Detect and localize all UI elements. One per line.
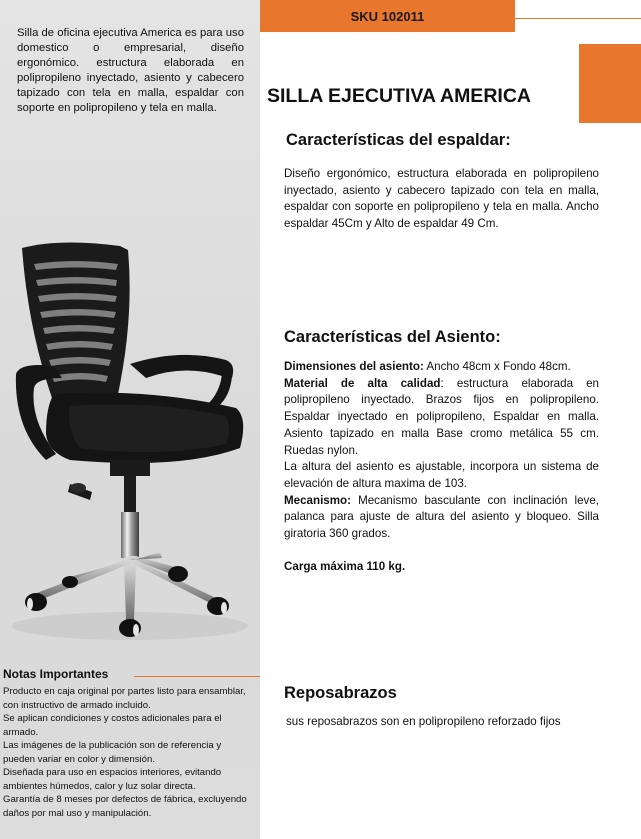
seat-dimensions-label: Dimensiones del asiento: bbox=[284, 360, 424, 373]
left-sidebar bbox=[0, 0, 260, 839]
notes-title: Notas Importantes bbox=[3, 667, 109, 681]
note-item: Garantía de 8 meses por defectos de fábrica, excluyendo daños por mal uso y manipulación. bbox=[3, 794, 247, 819]
product-title: SILLA EJECUTIVA AMERICA bbox=[267, 85, 531, 107]
note-item: Se aplican condiciones y costos adicionales para el armado. bbox=[3, 713, 222, 738]
seat-heading: Características del Asiento: bbox=[284, 328, 501, 346]
notes-divider bbox=[134, 676, 260, 677]
seat-material bbox=[284, 376, 599, 460]
seat-dimensions bbox=[284, 359, 599, 376]
seat-mechanism bbox=[284, 493, 599, 543]
note-item: Las imágenes de la publicación son de referencia y pueden variar en color y dimensión. bbox=[3, 740, 222, 765]
max-load: Carga máxima 110 kg. bbox=[284, 559, 406, 573]
sku-divider bbox=[515, 18, 641, 19]
seat-material-label: Material de alta calidad bbox=[284, 376, 441, 390]
armrest-text: sus reposabrazos son en polipropileno reforzado fijos bbox=[286, 715, 561, 728]
armrest-heading: Reposabrazos bbox=[284, 684, 397, 702]
backrest-heading: Características del espaldar: bbox=[286, 131, 511, 149]
seat-description bbox=[284, 359, 599, 575]
accent-block bbox=[579, 44, 641, 123]
seat-mechanism-text: Mecanismo basculante con inclinación leve, palanca para ajuste de altura del asiento y bloqueo. Silla giratoria 360 grados. bbox=[284, 493, 599, 541]
seat-dimensions-text: Ancho 48cm x Fondo 48cm. bbox=[423, 360, 571, 373]
notes-list bbox=[3, 685, 255, 820]
note-item: Diseñada para uso en espacios interiores, evitando ambientes húmedos, calor y luz solar directa. bbox=[3, 767, 222, 792]
seat-mechanism-label: Mecanismo: bbox=[284, 493, 352, 507]
armrest-description bbox=[286, 714, 626, 731]
office-chair-image bbox=[0, 238, 260, 668]
sku-badge: SKU 102011 bbox=[260, 0, 515, 32]
seat-material-text: : estructura elaborada en polipropileno inyectado. Brazos fijos en polipropileno. Espaldar inyectado en polipropileno, Espaldar en malla. Asiento tapizado en malla Base cromo metálica 55 cm. Ruedas nylon. bbox=[284, 376, 599, 457]
backrest-description bbox=[284, 166, 599, 233]
seat-height-text: La altura del asiento es ajustable, incorpora un sistema de elevación de altura maxima de 103. bbox=[284, 460, 599, 490]
product-intro: Silla de oficina ejecutiva America es para uso domestico o empresarial, diseño ergonómico. estructura elaborada en polipropileno inyectado, asiento y cabecero tapizado con tela en malla, espaldar con soporte en polipropileno y tela en malla. bbox=[17, 27, 244, 114]
note-item: Producto en caja original por partes listo para ensamblar, con instructivo de armado incluido. bbox=[3, 686, 246, 711]
backrest-text: Diseño ergonómico, estructura elaborada en polipropileno inyectado, asiento y cabecero tapizado con tela en malla, espaldar con soporte en polipropileno y tela en malla. Ancho espaldar 45Cm y Alto de espaldar 49 Cm. bbox=[284, 167, 599, 231]
